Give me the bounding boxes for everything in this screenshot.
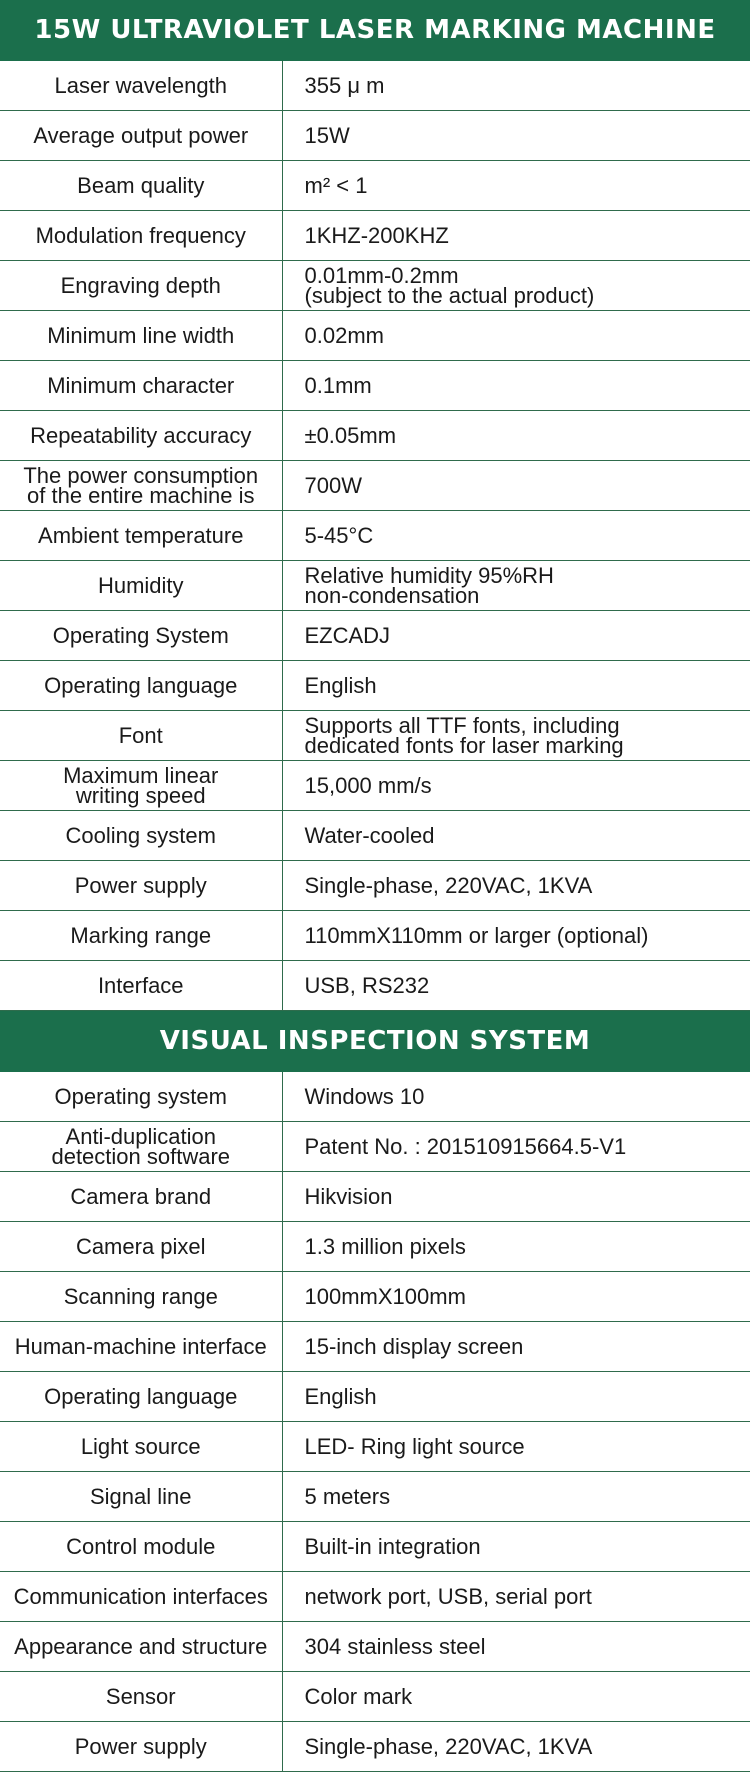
spec-label: Communication interfaces: [0, 1572, 282, 1622]
spec-value: 1.3 million pixels: [282, 1222, 750, 1272]
spec-value: English: [282, 1372, 750, 1422]
spec-value: Relative humidity 95%RH non-condensation: [282, 561, 750, 611]
spec-label: Operating language: [0, 661, 282, 711]
spec-label: Laser wavelength: [0, 61, 282, 111]
spec-label: Scanning range: [0, 1272, 282, 1322]
table-row: [0, 261, 750, 311]
spec-label: Signal line: [0, 1472, 282, 1522]
spec-label: Power supply: [0, 1722, 282, 1772]
spec-label: Cooling system: [0, 811, 282, 861]
table-row: [0, 511, 750, 561]
spec-value: Hikvision: [282, 1172, 750, 1222]
spec-label: Humidity: [0, 561, 282, 611]
table-row: [0, 161, 750, 211]
table-row: [0, 1072, 750, 1122]
spec-label: Minimum character: [0, 361, 282, 411]
table-row: [0, 1572, 750, 1622]
spec-label: Camera pixel: [0, 1222, 282, 1272]
table-row: [0, 361, 750, 411]
spec-value: 0.1mm: [282, 361, 750, 411]
table-row: [0, 761, 750, 811]
spec-label: Beam quality: [0, 161, 282, 211]
spec-label: Engraving depth: [0, 261, 282, 311]
table-row: [0, 861, 750, 911]
spec-label: Human-machine interface: [0, 1322, 282, 1372]
table-row: [0, 811, 750, 861]
table-row: [0, 1422, 750, 1472]
table-row: [0, 1272, 750, 1322]
spec-value: network port, USB, serial port: [282, 1572, 750, 1622]
table-row: [0, 911, 750, 961]
spec-label: Repeatability accuracy: [0, 411, 282, 461]
table-row: [0, 1622, 750, 1672]
spec-value: 100mmX100mm: [282, 1272, 750, 1322]
spec-label: Appearance and structure: [0, 1622, 282, 1672]
spec-label: Modulation frequency: [0, 211, 282, 261]
spec-value: 0.02mm: [282, 311, 750, 361]
spec-table: [0, 1072, 750, 1772]
spec-value: English: [282, 661, 750, 711]
spec-label: Average output power: [0, 111, 282, 161]
section-title: 15W ULTRAVIOLET LASER MARKING MACHINE: [0, 0, 750, 61]
spec-value: Windows 10: [282, 1072, 750, 1122]
spec-label: Operating language: [0, 1372, 282, 1422]
spec-value: EZCADJ: [282, 611, 750, 661]
spec-label: Maximum linear writing speed: [0, 761, 282, 811]
spec-label: The power consumption of the entire machine is: [0, 461, 282, 511]
spec-value: Single-phase, 220VAC, 1KVA: [282, 1722, 750, 1772]
spec-value: Water-cooled: [282, 811, 750, 861]
table-row: [0, 1472, 750, 1522]
spec-label: Sensor: [0, 1672, 282, 1722]
table-row: [0, 611, 750, 661]
spec-label: Light source: [0, 1422, 282, 1472]
spec-value: Single-phase, 220VAC, 1KVA: [282, 861, 750, 911]
spec-value: 0.01mm-0.2mm (subject to the actual product): [282, 261, 750, 311]
table-row: [0, 1122, 750, 1172]
spec-label: Operating System: [0, 611, 282, 661]
table-row: [0, 211, 750, 261]
table-row: [0, 61, 750, 111]
table-row: [0, 1222, 750, 1272]
table-row: [0, 1372, 750, 1422]
table-row: [0, 661, 750, 711]
spec-value: 304 stainless steel: [282, 1622, 750, 1672]
spec-value: Supports all TTF fonts, including dedicated fonts for laser marking: [282, 711, 750, 761]
table-row: [0, 461, 750, 511]
spec-value: 5 meters: [282, 1472, 750, 1522]
spec-value: 15W: [282, 111, 750, 161]
spec-value: USB, RS232: [282, 961, 750, 1011]
spec-label: Anti-duplication detection software: [0, 1122, 282, 1172]
spec-label: Font: [0, 711, 282, 761]
spec-label: Control module: [0, 1522, 282, 1572]
table-row: [0, 1322, 750, 1372]
spec-value: 15,000 mm/s: [282, 761, 750, 811]
table-row: [0, 711, 750, 761]
spec-value: 700W: [282, 461, 750, 511]
spec-value: 1KHZ-200KHZ: [282, 211, 750, 261]
table-row: [0, 1672, 750, 1722]
spec-value: LED- Ring light source: [282, 1422, 750, 1472]
table-row: [0, 1722, 750, 1772]
spec-label: Operating system: [0, 1072, 282, 1122]
spec-table: [0, 61, 750, 1011]
spec-label: Camera brand: [0, 1172, 282, 1222]
spec-value: 15-inch display screen: [282, 1322, 750, 1372]
spec-value: 5-45°C: [282, 511, 750, 561]
spec-value: m² < 1: [282, 161, 750, 211]
spec-value: 355 μ m: [282, 61, 750, 111]
table-row: [0, 1522, 750, 1572]
table-row: [0, 961, 750, 1011]
spec-value: Color mark: [282, 1672, 750, 1722]
table-row: [0, 561, 750, 611]
section-title: VISUAL INSPECTION SYSTEM: [0, 1011, 750, 1072]
spec-label: Minimum line width: [0, 311, 282, 361]
table-row: [0, 411, 750, 461]
spec-label: Ambient temperature: [0, 511, 282, 561]
spec-value: ±0.05mm: [282, 411, 750, 461]
table-row: [0, 311, 750, 361]
spec-label: Marking range: [0, 911, 282, 961]
spec-value: Patent No. : 201510915664.5-V1: [282, 1122, 750, 1172]
spec-value: 110mmX110mm or larger (optional): [282, 911, 750, 961]
spec-label: Interface: [0, 961, 282, 1011]
spec-label: Power supply: [0, 861, 282, 911]
table-row: [0, 1172, 750, 1222]
table-row: [0, 111, 750, 161]
spec-value: Built-in integration: [282, 1522, 750, 1572]
